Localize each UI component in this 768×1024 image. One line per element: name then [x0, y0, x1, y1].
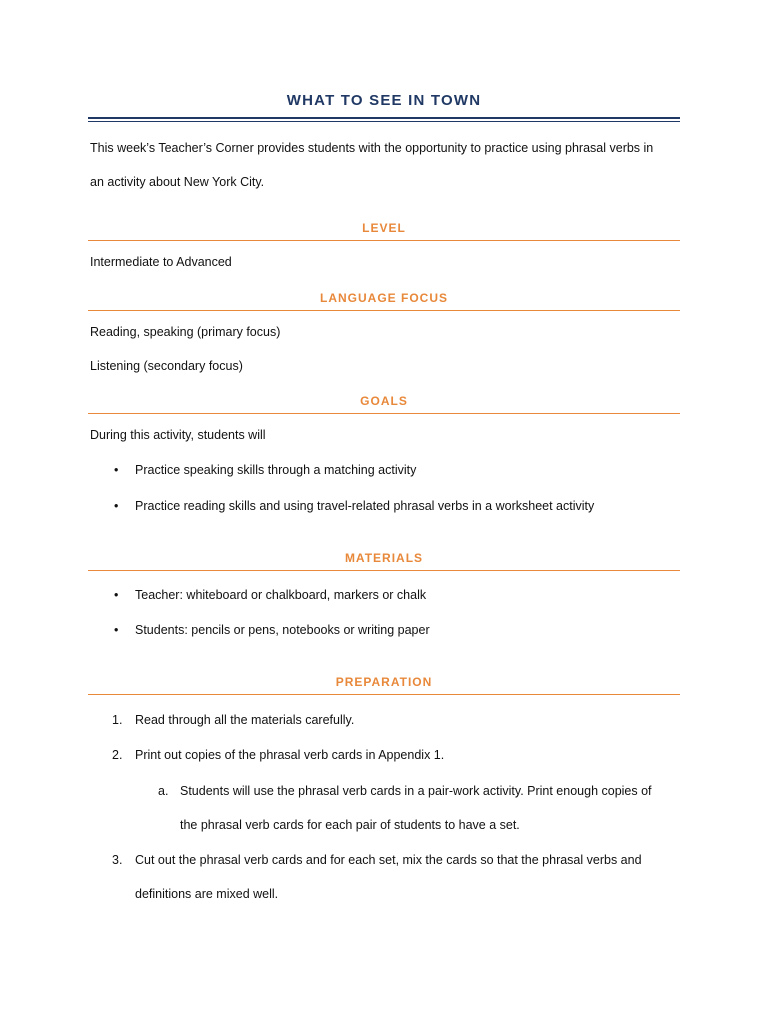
- materials-item-1: Teacher: whiteboard or chalkboard, markers or chalk: [135, 588, 427, 602]
- goal-item-2: Practice reading skills and using travel-related phrasal verbs in a worksheet activity: [135, 499, 595, 513]
- bullet-marker: •: [114, 623, 119, 637]
- bullet-marker: •: [114, 588, 119, 602]
- preparation-rule: [88, 694, 680, 695]
- title-rule-bottom: [88, 121, 680, 122]
- goals-intro: During this activity, students will: [90, 428, 266, 442]
- title-rule-top: [88, 117, 680, 119]
- level-rule: [88, 240, 680, 241]
- preparation-item-3-line-2: definitions are mixed well.: [135, 887, 279, 901]
- document-page: [88, 0, 680, 1024]
- page-title: WHAT TO SEE IN TOWN: [286, 92, 482, 109]
- list-number: 3.: [112, 853, 123, 867]
- list-letter: a.: [158, 784, 169, 798]
- goals-heading: GOALS: [360, 394, 408, 408]
- preparation-heading: PREPARATION: [335, 675, 433, 689]
- list-number: 1.: [112, 713, 123, 727]
- level-text: Intermediate to Advanced: [90, 255, 232, 269]
- goal-item-1: Practice speaking skills through a matching activity: [135, 463, 417, 477]
- preparation-item-3-line-1: Cut out the phrasal verb cards and for each set, mix the cards so that the phrasal verbs and: [135, 853, 642, 867]
- bullet-marker: •: [114, 499, 119, 513]
- preparation-item-1: Read through all the materials carefully.: [135, 713, 355, 727]
- bullet-marker: •: [114, 463, 119, 477]
- intro-line-2: an activity about New York City.: [90, 175, 265, 189]
- language-focus-line-2: Listening (secondary focus): [90, 359, 243, 373]
- materials-item-2: Students: pencils or pens, notebooks or writing paper: [135, 623, 430, 637]
- language-focus-rule: [88, 310, 680, 311]
- materials-heading: MATERIALS: [344, 551, 424, 565]
- preparation-subitem-line-2: the phrasal verb cards for each pair of students to have a set.: [180, 818, 520, 832]
- level-heading: LEVEL: [362, 221, 406, 235]
- language-focus-line-1: Reading, speaking (primary focus): [90, 325, 281, 339]
- materials-rule: [88, 570, 680, 571]
- intro-line-1: This week’s Teacher’s Corner provides students with the opportunity to practice using phrasal verbs in: [90, 141, 654, 155]
- preparation-item-2: Print out copies of the phrasal verb cards in Appendix 1.: [135, 748, 445, 762]
- goals-rule: [88, 413, 680, 414]
- preparation-subitem-line-1: Students will use the phrasal verb cards in a pair-work activity. Print enough copies of: [180, 784, 652, 798]
- language-focus-heading: LANGUAGE FOCUS: [320, 291, 448, 305]
- list-number: 2.: [112, 748, 123, 762]
